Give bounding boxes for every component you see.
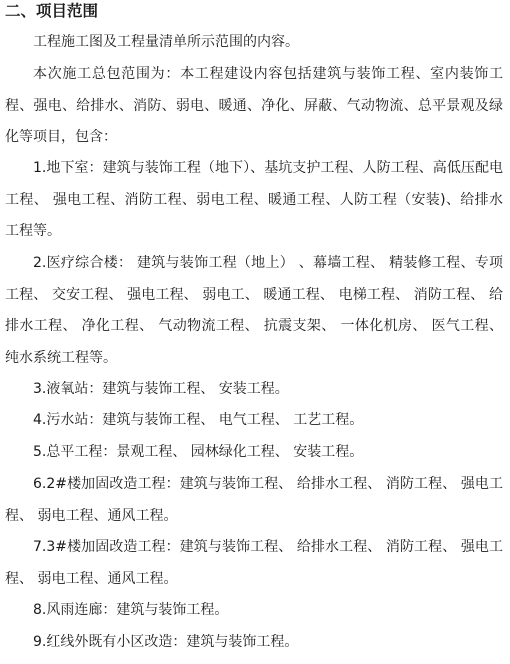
scope-summary-paragraph: 本次施工总包范围为：本工程建设内容包括建筑与装饰工程、室内装饰工程、强电、给排水、消防、弱电、暖通、净化、屏蔽、气动物流、总平景观及绿化等项目，包含： — [5, 66, 503, 145]
scope-item-offsite-community: 9.红线外既有小区改造：建筑与装饰工程。 — [33, 634, 299, 650]
scope-item-sewage-station: 4.污水站：建筑与装饰工程、 电气工程、 工艺工程。 — [33, 412, 364, 428]
scope-item-covered-corridor: 8.风雨连廊：建筑与装饰工程。 — [33, 602, 229, 618]
scope-item-oxygen-station: 3.液氧站：建筑与装饰工程、 安装工程。 — [33, 381, 289, 397]
scope-intro-paragraph: 工程施工图及工程量清单所示范围的内容。 — [33, 34, 299, 50]
scope-item-building-3-retrofit: 7.3#楼加固改造工程：建筑与装饰工程、 给排水工程、 消防工程、 强电工程、 弱电工程、通风工程。 — [5, 539, 503, 587]
section-heading: 二、项目范围 — [5, 2, 99, 20]
scope-item-building-2-retrofit: 6.2#楼加固改造工程：建筑与装饰工程、 给排水工程、 消防工程、 强电工程、 弱电工程、通风工程。 — [5, 476, 503, 524]
scope-item-medical-building: 2.医疗综合楼： 建筑与装饰工程（地上） 、幕墙工程、 精装修工程、专项工程、 交安工程、 强电工程、 弱电工、 暖通工程、 电梯工程、 消防工程、 给排水工程、 净化工程、 气动物流工程、 抗震支架、 一体化机房、 医气工程、 纯水系统工程等。 — [5, 255, 503, 366]
scope-item-general-layout: 5.总平工程：景观工程、 园林绿化工程、 安装工程。 — [33, 444, 364, 460]
scope-item-basement: 1.地下室：建筑与装饰工程（地下）、基坑支护工程、人防工程、高低压配电工程、 强电工程、消防工程、弱电工程、暖通工程、人防工程（安装)、给排水工程等。 — [5, 160, 503, 239]
